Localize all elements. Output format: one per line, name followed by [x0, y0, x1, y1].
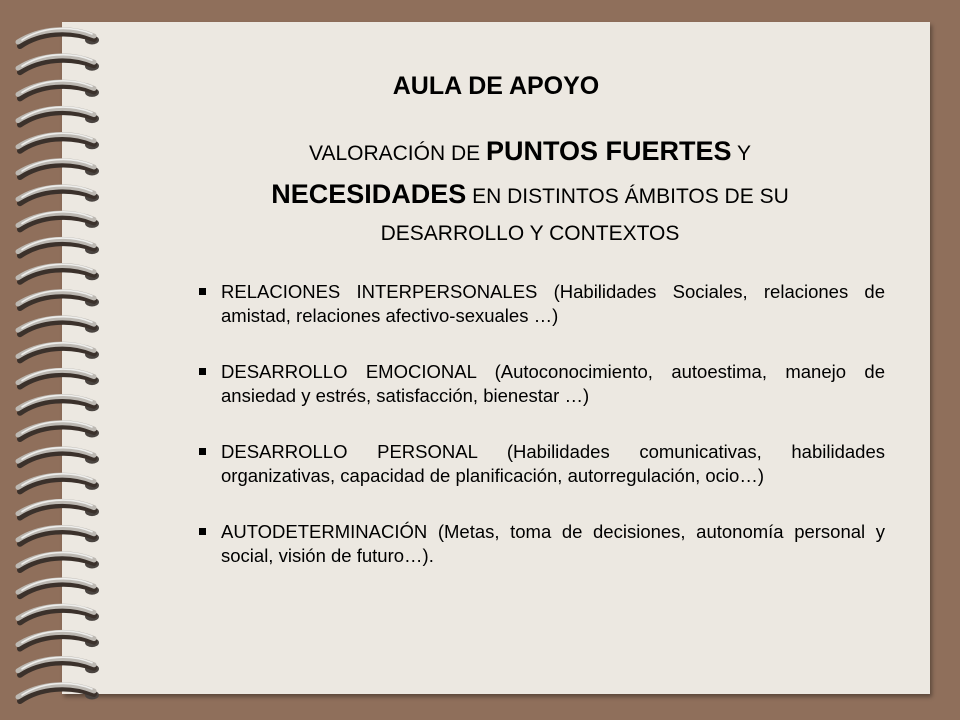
list-item	[195, 360, 885, 408]
binding-ring-icon	[18, 474, 99, 492]
binding-ring-icon	[18, 159, 99, 177]
binding-ring-icon	[18, 631, 99, 649]
bullet-icon	[199, 368, 206, 375]
page-title: AULA DE APOYO	[392, 72, 600, 100]
list-item-text: DESARROLLO PERSONAL (Habilidades comunicativas, habilidades organizativas, capacidad de planificación, autorregulación, ocio…)	[221, 441, 885, 486]
binding-ring-icon	[18, 186, 99, 204]
binding-ring-icon	[18, 55, 99, 73]
binding-ring-icon	[18, 683, 99, 701]
spiral-binding	[0, 0, 130, 720]
list-item-text: DESARROLLO EMOCIONAL (Autoconocimiento, autoestima, manejo de ansiedad y estrés, satisfacción, bienestar …)	[221, 361, 885, 406]
binding-ring-icon	[18, 81, 99, 99]
binding-ring-icon	[18, 657, 99, 675]
list-item-text: AUTODETERMINACIÓN (Metas, toma de decisiones, autonomía personal y social, visión de futuro…).	[221, 521, 885, 566]
heading-emphasis: NECESIDADES	[271, 179, 467, 209]
binding-ring-icon	[18, 579, 99, 597]
binding-ring-icon	[18, 448, 99, 466]
binding-ring-icon	[18, 526, 99, 544]
binding-ring-icon	[18, 290, 99, 308]
binding-ring-icon	[18, 212, 99, 230]
bullet-icon	[199, 448, 206, 455]
binding-ring-icon	[18, 28, 99, 46]
list-item	[195, 280, 885, 328]
binding-ring-icon	[18, 500, 99, 518]
binding-ring-icon	[18, 107, 99, 125]
heading-emphasis: PUNTOS FUERTES	[485, 136, 732, 166]
section-heading	[150, 132, 910, 250]
binding-ring-icon	[18, 369, 99, 387]
binding-ring-icon	[18, 605, 99, 623]
binding-ring-icon	[18, 317, 99, 335]
list-item	[195, 440, 885, 488]
binding-ring-icon	[18, 238, 99, 256]
bullet-icon	[199, 288, 206, 295]
heading-part: DESARROLLO Y CONTEXTOS	[380, 222, 680, 245]
heading-part: EN DISTINTOS ÁMBITOS DE SU	[466, 185, 789, 208]
binding-ring-icon	[18, 133, 99, 151]
bullet-list	[195, 280, 885, 600]
heading-part: VALORACIÓN DE	[309, 142, 486, 165]
bullet-icon	[199, 528, 206, 535]
binding-ring-icon	[18, 343, 99, 361]
list-item	[195, 520, 885, 568]
binding-ring-icon	[18, 395, 99, 413]
list-item-text: RELACIONES INTERPERSONALES (Habilidades Sociales, relaciones de amistad, relaciones afectivo-sexuales …)	[221, 281, 885, 326]
heading-part: Y	[731, 142, 751, 165]
binding-ring-icon	[18, 552, 99, 570]
binding-ring-icon	[18, 421, 99, 439]
binding-ring-icon	[18, 264, 99, 282]
